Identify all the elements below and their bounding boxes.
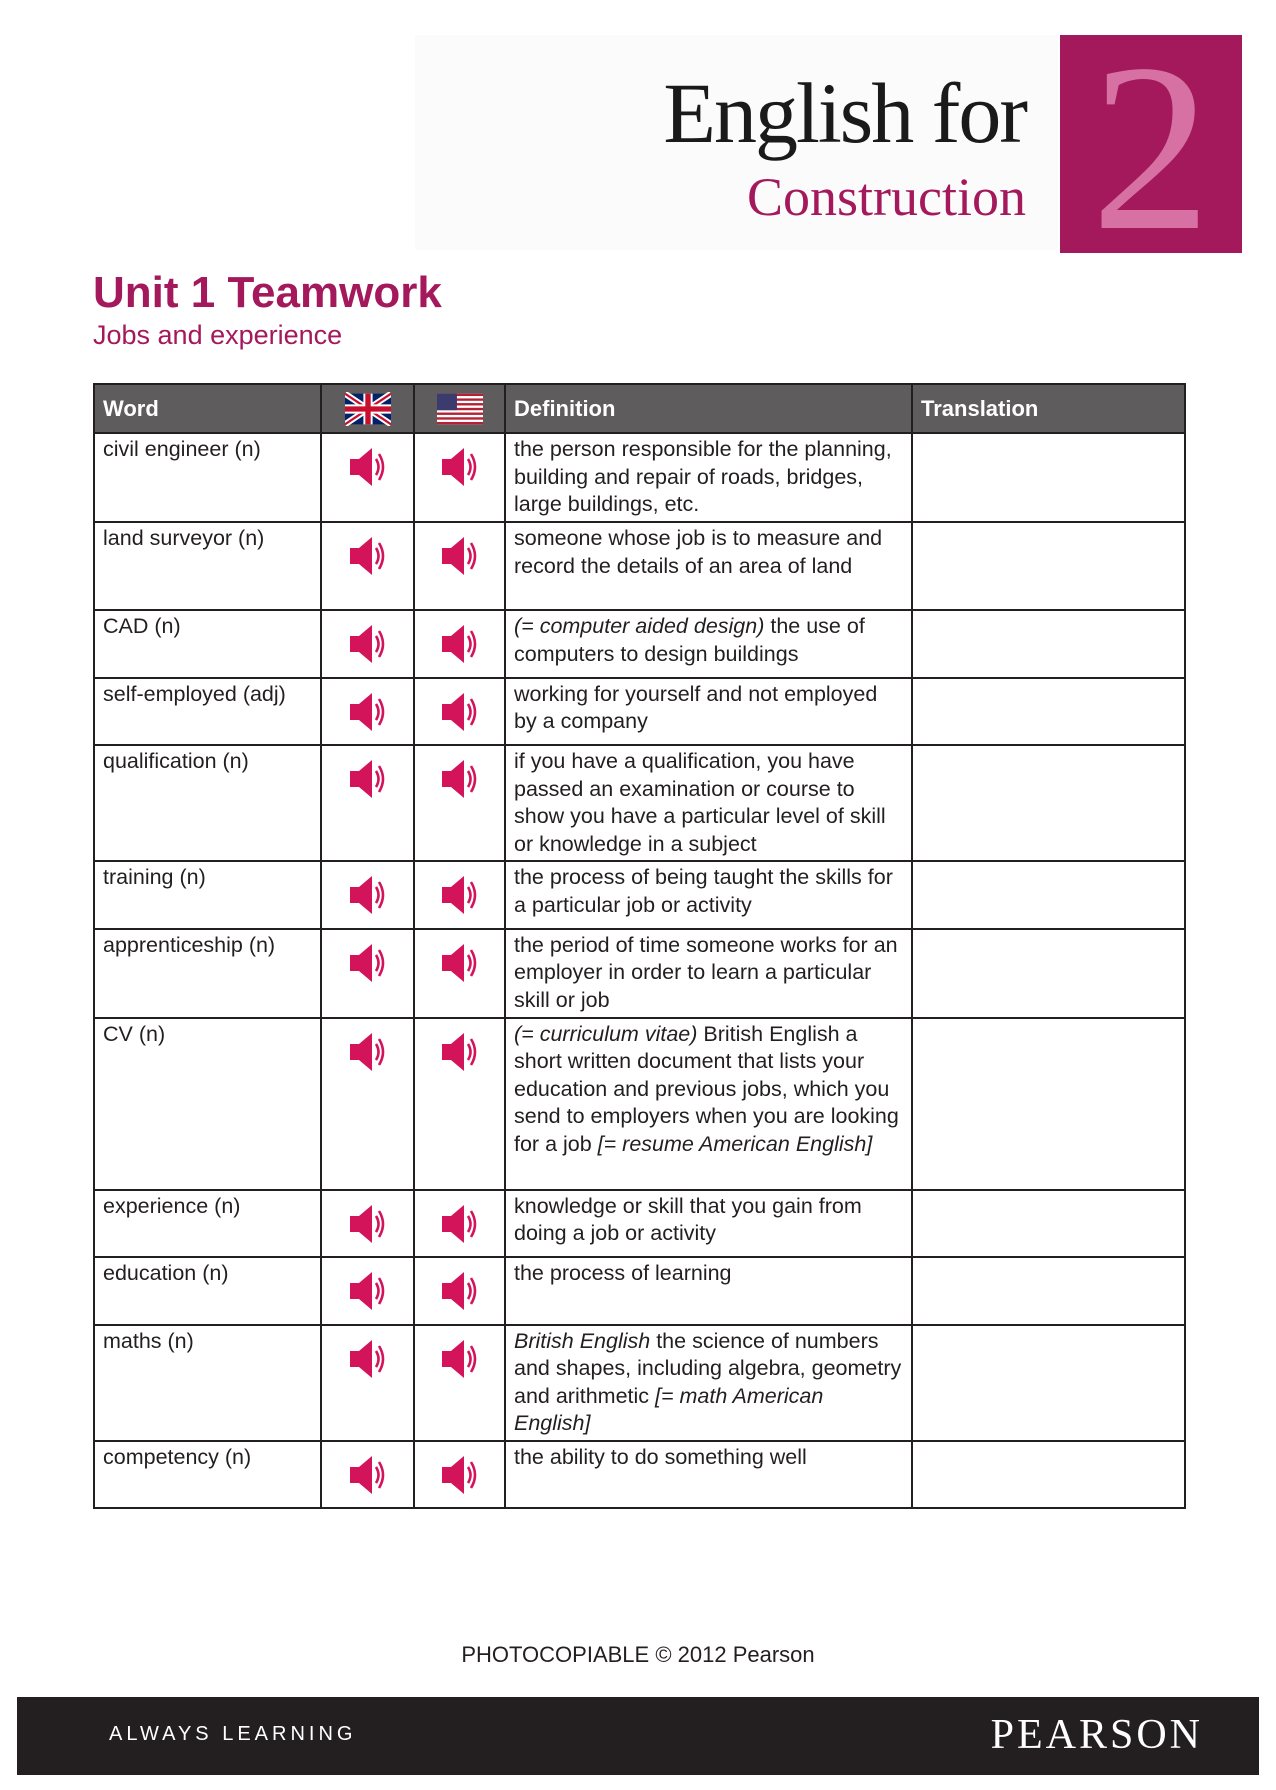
translation-field[interactable] [912,433,1185,522]
copyright-notice: PHOTOCOPIABLE © 2012 Pearson [461,1642,815,1667]
speaker-icon[interactable] [346,533,390,579]
speaker-icon[interactable] [438,1268,482,1314]
vocab-definition [505,745,912,861]
translation-field[interactable] [912,522,1185,610]
speaker-icon[interactable] [438,444,482,490]
page-subtitle: Jobs and experience [93,320,343,350]
us-audio-button[interactable] [414,745,505,861]
vocab-definition [505,929,912,1018]
table-row [94,433,1185,522]
definition-segment: the ability to do something well [514,1444,807,1469]
table-row [94,745,1185,861]
vocab-word: maths (n) [94,1325,321,1441]
speaker-icon[interactable] [346,1268,390,1314]
uk-audio-button[interactable] [321,929,414,1018]
translation-field[interactable] [912,745,1185,861]
definition-segment: if you have a qualification, you have passed an examination or course to show you have a particular level of skill or knowledge in a subject [514,749,886,856]
speaker-icon[interactable] [438,872,482,918]
speaker-icon[interactable] [438,940,482,986]
definition-segment: (= curriculum vitae) [514,1021,698,1046]
us-flag-icon [437,392,483,426]
speaker-icon[interactable] [438,1201,482,1247]
speaker-icon[interactable] [438,1029,482,1075]
speaker-icon[interactable] [346,621,390,667]
vocab-definition [505,861,912,929]
table-row [94,1257,1185,1325]
vocab-definition [505,522,912,610]
vocab-word: CAD (n) [94,610,321,678]
us-audio-button[interactable] [414,1325,505,1441]
uk-flag-icon [345,392,391,426]
translation-field[interactable] [912,929,1185,1018]
definition-segment: the process of learning [514,1261,732,1285]
vocab-word: apprenticeship (n) [94,929,321,1018]
definition-segment: the use of computers to design buildings [514,614,865,666]
vocab-word: competency (n) [94,1441,321,1509]
table-row [94,522,1185,610]
speaker-icon[interactable] [438,1336,482,1382]
us-audio-button[interactable] [414,1441,505,1509]
table-row [94,861,1185,929]
speaker-icon[interactable] [346,756,390,802]
header-us [414,384,505,433]
speaker-icon[interactable] [346,872,390,918]
speaker-icon[interactable] [346,444,390,490]
footer-tagline: ALWAYS LEARNING [109,1723,357,1745]
vocab-word: experience (n) [94,1190,321,1258]
us-audio-button[interactable] [414,1257,505,1325]
us-audio-button[interactable] [414,1190,505,1258]
speaker-icon[interactable] [438,533,482,579]
definition-segment: knowledge or skill that you gain from doing a job or activity [514,1193,862,1245]
level-badge [1060,35,1242,253]
table-row [94,1441,1185,1509]
speaker-icon[interactable] [346,1336,390,1382]
uk-audio-button[interactable] [321,433,414,522]
uk-audio-button[interactable] [321,1441,414,1509]
definition-segment: the process of being taught the skills for a particular job or activity [514,865,893,917]
speaker-icon[interactable] [346,689,390,735]
translation-field[interactable] [912,610,1185,678]
vocab-word: self-employed (adj) [94,678,321,746]
translation-field[interactable] [912,1190,1185,1258]
vocab-word: land surveyor (n) [94,522,321,610]
vocab-word: civil engineer (n) [94,433,321,522]
header-word: Word [94,384,321,433]
footer-bar [17,1697,1259,1775]
uk-audio-button[interactable] [321,678,414,746]
definition-segment: the period of time someone works for an employer in order to learn a particular skill or job [514,932,898,1012]
translation-field[interactable] [912,1441,1185,1509]
table-row [94,929,1185,1018]
logo-subtitle: Construction [747,167,1026,227]
uk-audio-button[interactable] [321,1325,414,1441]
definition-segment: (= computer aided design) [514,614,765,638]
table-row [94,1190,1185,1258]
us-audio-button[interactable] [414,1018,505,1190]
table-row [94,678,1185,746]
vocabulary-table [93,383,1186,1509]
definition-segment: the person responsible for the planning, building and repair of roads, bridges, large buildings, etc. [514,437,892,516]
speaker-icon[interactable] [438,1452,482,1498]
speaker-icon[interactable] [438,621,482,667]
vocab-word: training (n) [94,861,321,929]
translation-field[interactable] [912,861,1185,929]
header-translation: Translation [912,384,1185,433]
uk-audio-button[interactable] [321,1190,414,1258]
uk-audio-button[interactable] [321,522,414,610]
uk-audio-button[interactable] [321,745,414,861]
us-audio-button[interactable] [414,522,505,610]
vocab-word: qualification (n) [94,745,321,861]
definition-segment: someone whose job is to measure and record the details of an area of land [514,526,883,578]
translation-field[interactable] [912,678,1185,746]
uk-audio-button[interactable] [321,1018,414,1190]
speaker-icon[interactable] [346,1029,390,1075]
definition-segment: [= resume American English] [597,1131,873,1156]
table-row [94,1018,1185,1190]
us-audio-button[interactable] [414,929,505,1018]
table-header-row [94,384,1185,433]
uk-audio-button[interactable] [321,1257,414,1325]
header-definition: Definition [505,384,912,433]
publisher-logo: PEARSON [990,1712,1203,1758]
speaker-icon[interactable] [346,940,390,986]
translation-field[interactable] [912,1018,1185,1190]
vocab-definition [505,1325,912,1441]
translation-field[interactable] [912,1257,1185,1325]
vocab-definition [505,610,912,678]
speaker-icon[interactable] [346,1452,390,1498]
speaker-icon[interactable] [346,1201,390,1247]
definition-segment: the science of numbers and shapes, including algebra, geometry and arithmetic [514,1328,902,1408]
logo-title: English for [663,65,1026,161]
speaker-icon[interactable] [438,689,482,735]
definition-segment: working for yourself and not employed by a company [514,681,878,733]
definition-segment: British English a short written document that lists your education and previous jobs, which you send to employers when you are looking for a job [514,1021,899,1156]
table-row [94,1325,1185,1441]
definition-segment: [= math American English] [514,1383,824,1435]
uk-audio-button[interactable] [321,861,414,929]
us-audio-button[interactable] [414,433,505,522]
uk-audio-button[interactable] [321,610,414,678]
vocab-definition [505,1190,912,1258]
vocab-definition [505,1441,912,1509]
vocab-word: CV (n) [94,1018,321,1190]
level-number: 2 [1091,35,1211,253]
vocab-definition [505,678,912,746]
us-audio-button[interactable] [414,861,505,929]
translation-field[interactable] [912,1325,1185,1441]
page-title: Unit 1 Teamwork [93,268,442,317]
definition-segment: British English [514,1328,651,1353]
vocab-word: education (n) [94,1257,321,1325]
us-audio-button[interactable] [414,678,505,746]
speaker-icon[interactable] [438,756,482,802]
us-audio-button[interactable] [414,610,505,678]
vocab-definition [505,433,912,522]
header-uk [321,384,414,433]
vocab-definition [505,1257,912,1325]
table-row [94,610,1185,678]
vocab-definition [505,1018,912,1190]
